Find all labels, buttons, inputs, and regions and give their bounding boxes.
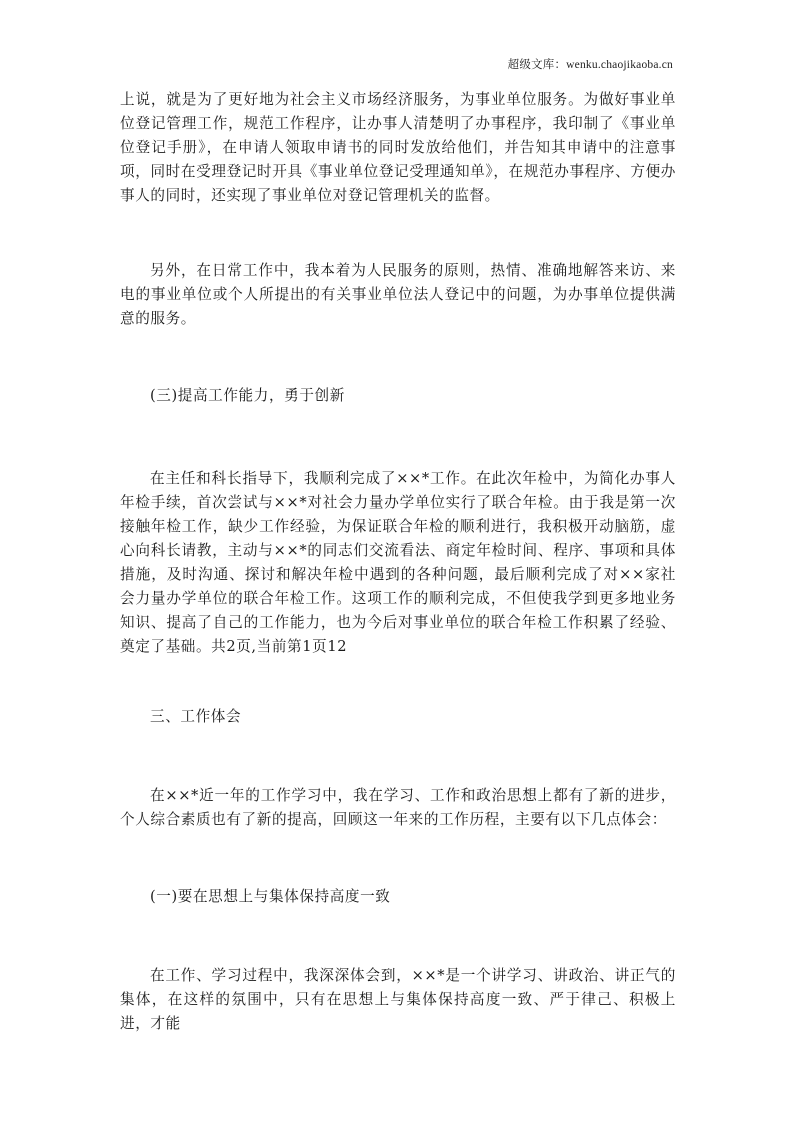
paragraph-collective-spirit: 在工作、学习过程中，我深深体会到，××*是一个讲学习、讲政治、讲正气的集体，在这样的氛围中，只有在思想上与集体保持高度一致、严于律己、积极上进，才能 (120, 967, 676, 1032)
paragraph-year-review: 在××*近一年的工作学习中，我在学习、工作和政治思想上都有了新的进步，个人综合素质也有了新的提高，回顾这一年来的工作历程，主要有以下几点体会： (120, 787, 676, 828)
site-header-label: 超级文库：wenku.chaojikaoba.cn (507, 59, 673, 71)
paragraph-daily-service: 另外，在日常工作中，我本着为人民服务的原则，热情、准确地解答来访、来电的事业单位或个人所提出的有关事业单位法人登记中的问题，为办事单位提供满意的服务。 (120, 262, 676, 327)
heading-work-experience: 三、工作体会 (150, 708, 242, 725)
heading-ideological-alignment: (一)要在思想上与集体保持高度一致 (150, 888, 391, 905)
paragraph-annual-inspection: 在主任和科长指导下，我顺利完成了××*工作。在此次年检中，为简化办事人年检手续，首次尝试与××*对社会力量办学单位实行了联合年检。由于我是第一次接触年检工作，缺少工作经验，为保证联合年检的顺利进行，我积极开动脑筋，虚心向科长请教，主动与××*的同志们交流看法、商定年检时间、程序、事项和具体措施，及时沟通、探讨和解决年检中遇到的各种问题，最后顺利完成了对××家社会力量办学单位的联合年检工作。这项工作的顺利完成，不但使我学到更多地业务知识、提高了自己的工作能力，也为今后对事业单位的联合年检工作积累了经验、奠定了基础。共2页,当前第1页12 (120, 470, 676, 655)
paragraph-registration-manual: 上说，就是为了更好地为社会主义市场经济服务，为事业单位服务。为做好事业单位登记管理工作，规范工作程序，让办事人清楚明了办事程序，我印制了《事业单位登记手册》，在申请人领取申请书的同时发放给他们，并告知其申请中的注意事项，同时在受理登记时开具《事业单位登记受理通知单》，在规范办事程序、方便办事人的同时，还实现了事业单位对登记管理机关的监督。 (120, 91, 676, 204)
heading-improve-ability: (三)提高工作能力，勇于创新 (150, 387, 345, 404)
